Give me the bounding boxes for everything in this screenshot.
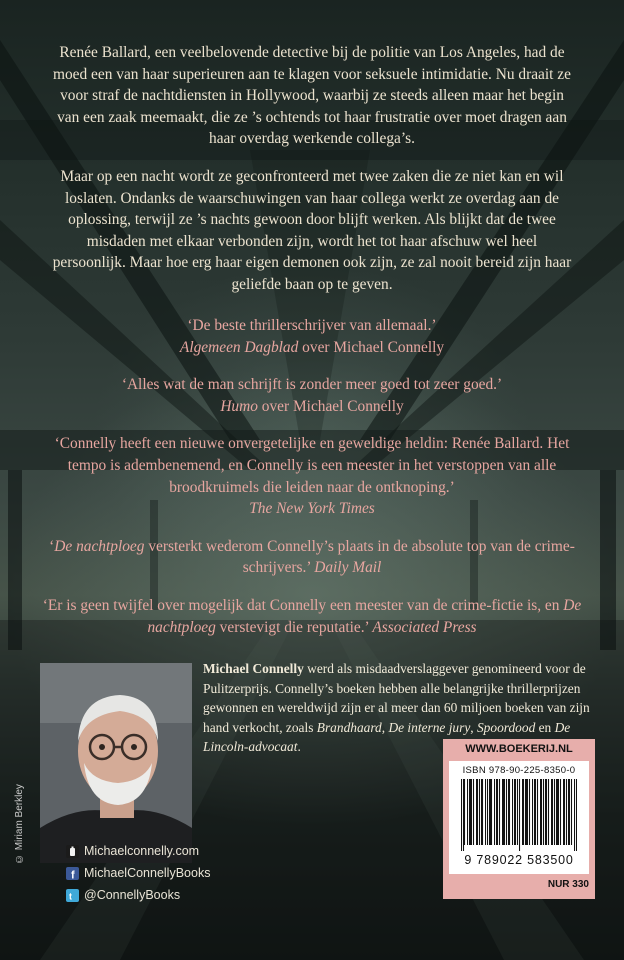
bio-text: werd als misdaadverslaggever genomineerd voor de Pulitzerprijs. Connelly’s boeken hebben alle belangrijke thrillerprijzen gewonnen en wereldwijd zijn er al meer dan 60 miljoen boeken van zijn hand verkocht, zoals	[203, 661, 590, 735]
review-quote: ‘De nachtploeg versterkt wederom Connelly’s plaats in de absolute top van de crime-schrijvers.’ Daily Mail	[49, 537, 575, 577]
book-title: Brandhaard	[316, 719, 382, 735]
quote-book-title: De nachtploeg	[147, 596, 582, 636]
quote-suffix: over Michael Connelly	[298, 338, 445, 356]
synopsis-paragraph: Renée Ballard, een veelbelovende detective bij de politie van Los Angeles, had de moed een van haar superieuren aan te klagen voor seksuele intimidatie. Nu draait ze voor straf de nachtdiensten in Hollywood, waarbij ze steeds alleen maar het begin van een zaak meemaakt, die ze ’s ochtends tot haar frustratie over moet dragen aan haar overdag werkende collega’s.	[53, 44, 571, 148]
social-link-facebook[interactable]	[66, 862, 210, 884]
photo-credit: © Miriam Berkley	[14, 784, 25, 864]
review-quote	[40, 433, 584, 519]
quote-source: Humo	[220, 397, 258, 415]
barcode-icon	[461, 779, 577, 851]
synopsis	[50, 42, 574, 312]
quote-source: Algemeen Dagblad	[179, 338, 299, 356]
review-quote	[40, 315, 584, 358]
bio-text: en	[535, 719, 555, 735]
nur-code: NUR 330	[547, 879, 589, 890]
review-quote	[40, 374, 584, 417]
author-photo	[40, 663, 192, 863]
quote-text: versterkt wederom Connelly’s plaats in de absolute top van de crime-schrijvers.’	[144, 537, 575, 577]
quote-source: Associated Press	[372, 618, 477, 636]
review-quote	[40, 595, 584, 638]
bio-text: ,	[381, 719, 389, 735]
barcode-panel	[443, 739, 595, 899]
bio-text: ,	[470, 719, 477, 735]
social-link-website[interactable]	[66, 840, 210, 862]
publisher-url[interactable]: WWW.BOEKERIJ.NL	[465, 743, 573, 755]
quote-text: verstevigt die reputatie.’	[215, 618, 373, 636]
book-title: Spoordood	[476, 719, 536, 735]
quote-suffix: over Michael Connelly	[257, 397, 404, 415]
website-icon	[66, 845, 79, 858]
review-quotes	[40, 315, 584, 654]
social-link-label: @ConnellyBooks	[84, 888, 181, 902]
svg-text:f: f	[71, 869, 75, 880]
barcode-box	[449, 761, 589, 874]
book-title: De interne jury	[388, 719, 471, 735]
quote-text: ‘De beste thrillerschrijver van allemaal.’	[187, 317, 437, 334]
twitter-icon	[66, 889, 79, 902]
quote-text: ‘Alles wat de man schrijft is zonder meer goed tot zeer goed.’	[121, 376, 503, 394]
author-name: Michael Connelly	[203, 661, 304, 676]
quote-text: ‘Er is geen twijfel over mogelijk dat Connelly een meester van de crime-fictie is, en	[42, 596, 564, 614]
synopsis-paragraph: Maar op een nacht wordt ze geconfronteerd met twee zaken die ze niet kan en wil loslaten. Ondanks de waarschuwingen van haar collega werkt ze overdag aan de oplossing, terwijl ze ’s nachts gewoon door blijft werken. Als blijkt dat de twee misdaden met elkaar verbonden zijn, wordt het tot haar afschuw wel heel persoonlijk. Maar hoe erg haar eigen demonen ook zijn, ze zal nooit bereid zijn haar geliefde baan op te geven.	[52, 167, 572, 293]
social-links	[66, 840, 210, 906]
quote-source: Daily Mail	[314, 559, 382, 577]
facebook-icon	[66, 867, 79, 880]
ean-number: 9 789022 583500	[464, 853, 574, 867]
quote-text: ‘Connelly heeft een nieuwe onvergetelijke en geweldige heldin: Renée Ballard. Het tempo is adembenemend, en Connelly is een meester in het verstoppen van alle broodkruimels die leiden naar de ontknoping.’	[54, 435, 570, 496]
social-link-label: Michaelconnelly.com	[84, 844, 200, 858]
book-title: De Lincoln-advocaat	[203, 719, 571, 754]
social-link-label: MichaelConnellyBooks	[84, 866, 211, 880]
author-portrait-icon	[40, 663, 192, 863]
quote-source: The New York Times	[249, 500, 375, 518]
svg-text:t: t	[69, 891, 72, 901]
isbn-label: ISBN 978-90-225-8350-0	[462, 765, 576, 776]
bio-text: .	[297, 739, 301, 754]
quote-book-title: De nachtploeg	[54, 537, 145, 555]
social-link-twitter[interactable]	[66, 884, 210, 906]
